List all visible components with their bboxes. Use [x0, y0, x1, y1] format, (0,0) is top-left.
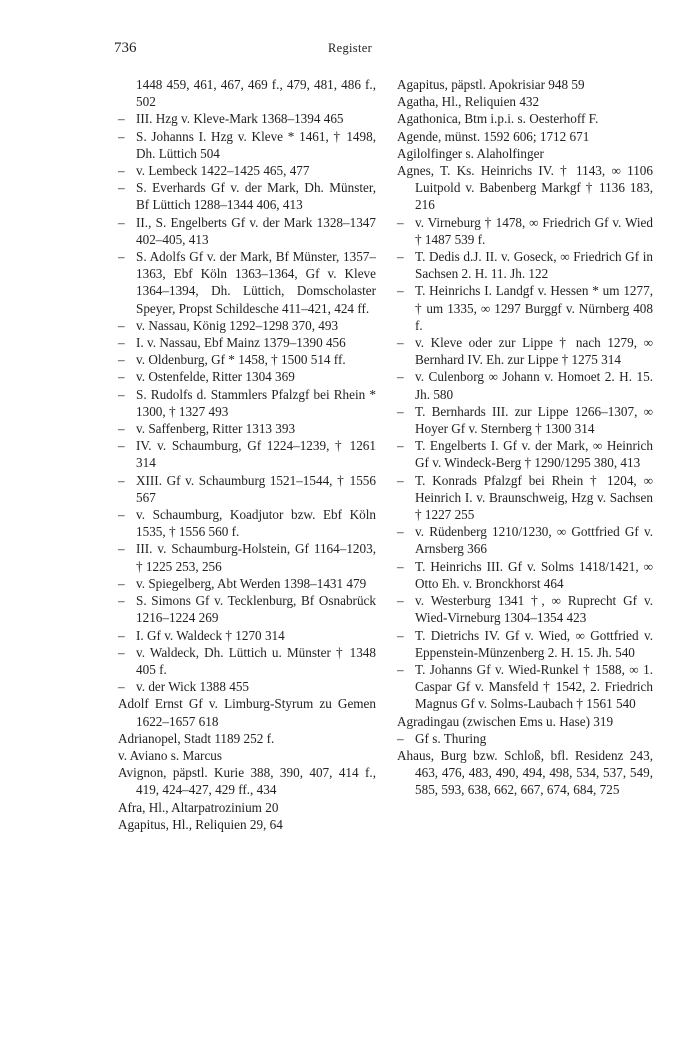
index-entry: Agradingau (zwischen Ems u. Hase) 319	[397, 713, 614, 729]
index-subentry: – v. der Wick 1388 455	[118, 678, 376, 695]
index-subentry: – T. Engelberts I. Gf v. der Mark, ∞ Heinrich Gf v. Windeck-Berg † 1290/1295 380, 413	[397, 437, 653, 471]
index-entry: Agende, münst. 1592 606; 1712 671	[397, 128, 590, 144]
index-subentry: – v. Ostenfelde, Ritter 1304 369	[118, 368, 376, 385]
index-subentry: – S. Rudolfs d. Stammlers Pfalzgf bei Rhein * 1300, † 1327 493	[118, 386, 376, 420]
index-entry-continuation: 1448 459, 461, 467, 469 f., 479, 481, 486 f., 502	[136, 77, 376, 110]
index-subentry: – S. Everhards Gf v. der Mark, Dh. Münster, Bf Lüttich 1288–1344 406, 413	[118, 179, 376, 213]
index-subentry: – S. Simons Gf v. Tecklenburg, Bf Osnabrück 1216–1224 269	[118, 592, 376, 626]
index-entry: Agnes, T. Ks. Heinrichs IV. † 1143, ∞ 1106 Luitpold v. Babenberg Markgf † 1136 183, 216	[397, 163, 653, 213]
index-subentry: – v. Waldeck, Dh. Lüttich u. Münster † 1348 405 f.	[118, 644, 376, 678]
index-entry: Agatha, Hl., Reliquien 432	[397, 94, 540, 110]
index-entry: Adrianopel, Stadt 1189 252 f.	[118, 730, 275, 746]
running-title: Register	[327, 41, 373, 55]
index-entry: v. Aviano s. Marcus	[118, 747, 223, 763]
index-subentry: – XIII. Gf v. Schaumburg 1521–1544, † 1556 567	[118, 472, 376, 506]
index-entry: Afra, Hl., Altarpatrozinium 20	[118, 799, 279, 815]
index-entry: Agilolfinger s. Alaholfinger	[397, 145, 544, 161]
index-subentry: – T. Heinrichs III. Gf v. Solms 1418/1421, ∞ Otto Eh. v. Bronckhorst 464	[397, 558, 653, 592]
index-subentry: – T. Johanns Gf v. Wied-Runkel † 1588, ∞ 1. Caspar Gf v. Mansfeld † 1542, 2. Friedrich Magnus Gf v. Solms-Laubach † 1561 540	[397, 661, 653, 713]
index-subentry: – T. Dedis d.J. II. v. Goseck, ∞ Friedrich Gf in Sachsen 2. H. 11. Jh. 122	[397, 248, 653, 282]
index-subentry: – III. v. Schaumburg-Holstein, Gf 1164–1203, † 1225 253, 256	[118, 540, 376, 574]
index-subentry: – IV. v. Schaumburg, Gf 1224–1239, † 1261 314	[118, 437, 376, 471]
page-number: 736	[114, 40, 137, 56]
index-subentry: – v. Rüdenberg 1210/1230, ∞ Gottfried Gf v. Arnsberg 366	[397, 523, 653, 557]
index-subentry: – v. Virneburg † 1478, ∞ Friedrich Gf v. Wied † 1487 539 f.	[397, 214, 653, 248]
index-subentry: – v. Spiegelberg, Abt Werden 1398–1431 479	[118, 575, 376, 592]
index-subentry: – Gf s. Thuring	[397, 730, 653, 747]
index-subentry: – v. Nassau, König 1292–1298 370, 493	[118, 317, 376, 334]
index-subentry: – T. Heinrichs I. Landgf v. Hessen * um 1277, † um 1335, ∞ 1297 Burggf v. Nürnberg 408 f.	[397, 282, 653, 334]
index-subentry: – T. Dietrichs IV. Gf v. Wied, ∞ Gottfried v. Eppenstein-Münzenberg 2. H. 15. Jh. 540	[397, 627, 653, 661]
index-subentry: – v. Culenborg ∞ Johann v. Homoet 2. H. 15. Jh. 580	[397, 368, 653, 402]
index-subentry: – v. Saffenberg, Ritter 1313 393	[118, 420, 376, 437]
index-subentry: – I. v. Nassau, Ebf Mainz 1379–1390 456	[118, 334, 376, 351]
index-subentry: – I. Gf v. Waldeck † 1270 314	[118, 627, 376, 644]
index-entry: Agapitus, Hl., Reliquien 29, 64	[118, 816, 283, 832]
index-subentry: – v. Schaumburg, Koadjutor bzw. Ebf Köln 1535, † 1556 560 f.	[118, 506, 376, 540]
index-subentry: – v. Westerburg 1341 †, ∞ Ruprecht Gf v. Wied-Virneburg 1304–1354 423	[397, 592, 653, 626]
index-column-right	[397, 76, 653, 799]
index-subentry: – III. Hzg v. Kleve-Mark 1368–1394 465	[118, 110, 376, 127]
index-entry: Agathonica, Btm i.p.i. s. Oesterhoff F.	[397, 111, 599, 127]
index-entry: Ahaus, Burg bzw. Schloß, bfl. Residenz 243, 463, 476, 483, 490, 494, 498, 534, 537, 549, 585, 593, 638, 662, 667, 674, 684, 725	[397, 747, 653, 798]
index-subentry: – T. Bernhards III. zur Lippe 1266–1307, ∞ Hoyer Gf v. Sternberg † 1300 314	[397, 403, 653, 437]
index-entry: Adolf Ernst Gf v. Limburg-Styrum zu Gemen 1622–1657 618	[118, 696, 376, 729]
index-subentry: – S. Adolfs Gf v. der Mark, Bf Münster, 1357–1363, Ebf Köln 1363–1364, Gf v. Kleve 1364–1394, Dh. Lüttich, Domscholaster Speyer, Propst Schildesche 411–421, 424 ff.	[118, 248, 376, 317]
index-subentry: – v. Kleve oder zur Lippe † nach 1279, ∞ Bernhard IV. Eh. zur Lippe † 1275 314	[397, 334, 653, 368]
index-entry: Agapitus, päpstl. Apokrisiar 948 59	[397, 77, 585, 92]
index-subentry: – v. Lembeck 1422–1425 465, 477	[118, 162, 376, 179]
index-subentry: – II., S. Engelberts Gf v. der Mark 1328–1347 402–405, 413	[118, 214, 376, 248]
index-column-left	[118, 76, 376, 833]
index-subentry: – v. Oldenburg, Gf * 1458, † 1500 514 ff.	[118, 351, 376, 368]
index-subentry: – T. Konrads Pfalzgf bei Rhein † 1204, ∞ Heinrich I. v. Braunschweig, Hzg v. Sachsen † 1227 255	[397, 472, 653, 524]
index-subentry: – S. Johanns I. Hzg v. Kleve * 1461, † 1498, Dh. Lüttich 504	[118, 128, 376, 162]
index-entry: Avignon, päpstl. Kurie 388, 390, 407, 414 f., 419, 424–427, 429 ff., 434	[118, 765, 376, 798]
